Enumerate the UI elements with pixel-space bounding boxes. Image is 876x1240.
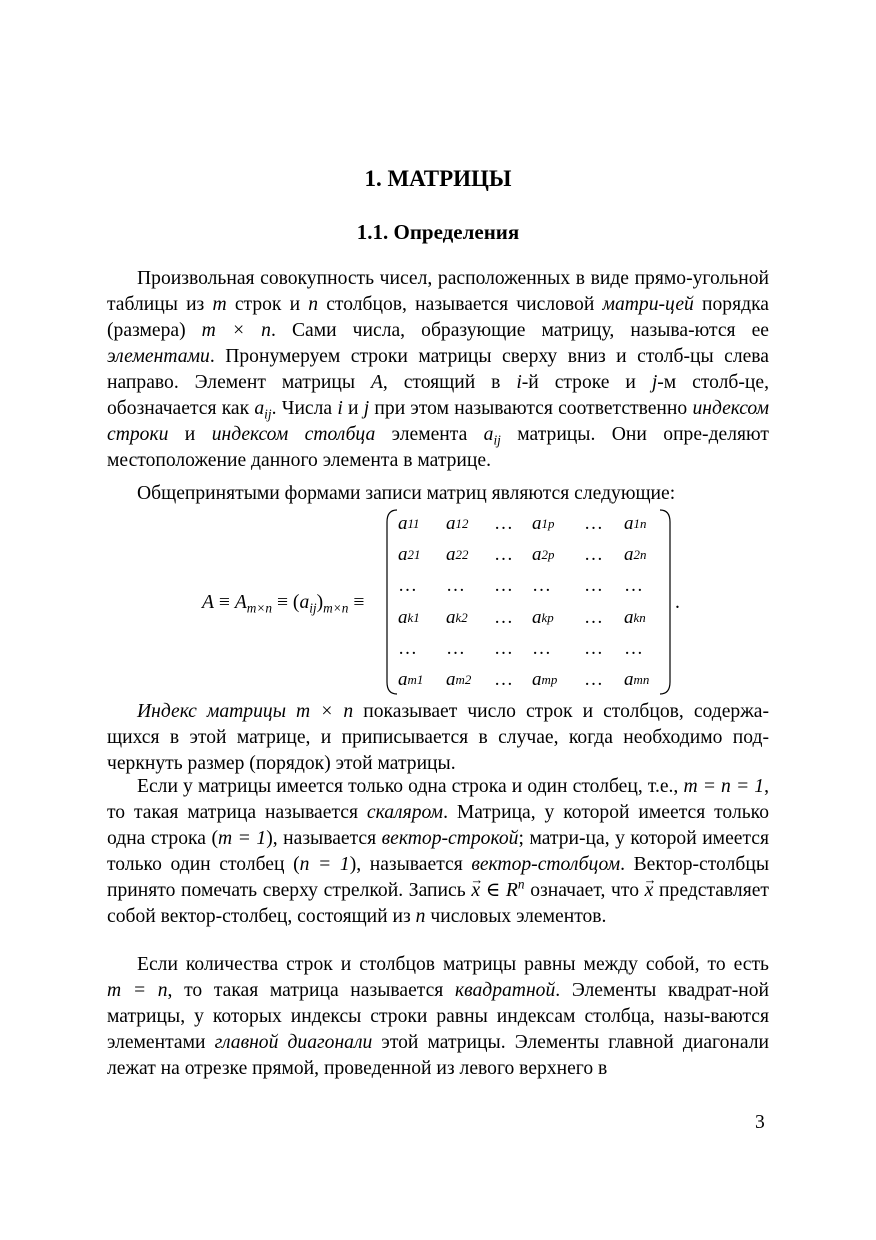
matrix-cell: … — [446, 575, 466, 597]
text: числовых элементов. — [425, 906, 607, 927]
var-i: i — [516, 372, 522, 393]
formula: m = n — [107, 980, 168, 1001]
matrix-cell: a 2p — [532, 543, 555, 565]
subscript: ij — [493, 432, 501, 448]
var-i: i — [337, 398, 343, 419]
paragraph-definition — [107, 266, 769, 474]
matrix-cell: … — [584, 512, 604, 534]
text: , то такая матрица называется — [107, 776, 769, 823]
page-number: 3 — [755, 1112, 765, 1133]
matrix-cell: a k2 — [446, 606, 468, 628]
text: . Элементы квадрат-ной матрицы, у которых индексы строки равны индексам столбца, назы-ваются элементами — [107, 980, 769, 1053]
matrix-cell: a m1 — [398, 669, 424, 691]
var-a: a — [254, 398, 265, 419]
text: элемента — [375, 424, 484, 445]
matrix-cell: … — [584, 669, 604, 691]
matrix-grid — [398, 508, 659, 696]
text: означает, что — [524, 880, 645, 901]
var-A: A — [202, 592, 214, 613]
matrix-cell: … — [446, 637, 466, 659]
matrix-cell: … — [584, 606, 604, 628]
in-sign: ∈ — [480, 880, 506, 901]
matrix-cell: a 12 — [446, 512, 469, 534]
formula-size: m × n — [296, 701, 354, 722]
matrix-cell: a 1p — [532, 512, 555, 534]
matrix-cell: a mp — [532, 669, 558, 691]
text: ), называется — [349, 854, 472, 875]
formula-size: m × n — [201, 320, 271, 341]
term-main-diagonal: главной диагонали — [214, 1032, 373, 1053]
matrix — [386, 508, 671, 696]
var-j: j — [363, 398, 370, 419]
term-row-vector: вектор-строкой — [381, 828, 519, 849]
matrix-cell: … — [494, 606, 514, 628]
var-A: A — [370, 372, 383, 393]
text: , стоящий в — [382, 372, 517, 393]
matrix-cell: a kn — [624, 606, 646, 628]
text: -м столб-це, обозначается как — [107, 372, 770, 419]
text: строк и — [226, 294, 309, 315]
matrix-cell: a 11 — [398, 512, 420, 534]
formula-aij — [254, 398, 272, 422]
var-n: n — [308, 294, 319, 315]
formula: n = 1 — [299, 854, 350, 875]
matrix-cell: … — [532, 637, 552, 659]
equiv-sign: ≡ — [348, 592, 365, 613]
text: показывает число строк и столбцов, содержа-щихся в этой матрице, и приписывается в случае, когда необходимо под-черкнуть размер (порядок) этой матрицы. — [107, 701, 769, 774]
var-A: A — [234, 592, 247, 613]
right-paren — [660, 510, 670, 694]
matrix-cell: … — [398, 575, 418, 597]
matrix-cell: a m2 — [446, 669, 472, 691]
left-paren — [387, 510, 397, 694]
text: и — [168, 424, 212, 445]
matrix-cell: a 21 — [398, 543, 421, 565]
matrix-cell: … — [584, 637, 604, 659]
text: Произвольная совокупность чисел, расположенных в виде прямо-угольной таблицы из — [107, 268, 769, 315]
text: ), называется — [266, 828, 382, 849]
section-title: 1.1. Определения — [356, 220, 520, 244]
matrix-cell: a 1n — [624, 512, 647, 534]
vector-x: → x — [645, 878, 654, 904]
var-n: n — [415, 906, 426, 927]
text: представляет собой вектор-столбец, состоящий из — [107, 880, 769, 927]
text: при этом называются соответственно — [369, 398, 693, 419]
matrix-cell: a k1 — [398, 606, 420, 628]
matrix-cell: … — [624, 637, 644, 659]
paren: ) — [316, 592, 324, 613]
matrix-cell: a 22 — [446, 543, 469, 565]
matrix-cell: a 2n — [624, 543, 647, 565]
term-row-index: индексом строки — [107, 398, 769, 445]
formula-x-in-rn — [471, 876, 525, 901]
matrix-cell: … — [398, 637, 418, 659]
term-col-vector: вектор-столбцом — [471, 854, 621, 875]
subscript: m×n — [323, 600, 349, 616]
term-matrix: матри-цей — [602, 294, 694, 315]
text: . Числа — [271, 398, 338, 419]
superscript: n — [517, 876, 525, 892]
matrix-cell: … — [494, 637, 514, 659]
text: ; матри-ца, у которой имеется только один столбец ( — [107, 828, 769, 875]
term-square: квадратной — [454, 980, 556, 1001]
text: , то такая матрица называется — [167, 980, 455, 1001]
text: . Вектор-столбцы принято помечать сверху стрелкой. Запись — [107, 854, 769, 901]
equiv-sign: ≡ ( — [272, 592, 300, 613]
matrix-cell: … — [494, 669, 514, 691]
chapter-title: 1. МАТРИЦЫ — [364, 166, 512, 191]
text: -й строке и — [521, 372, 652, 393]
text: Если у матрицы имеется только одна строка и один столбец, т.е., — [137, 776, 684, 797]
matrix-cell: … — [584, 543, 604, 565]
matrix-cell: a mn — [624, 669, 650, 691]
paragraph-index — [107, 699, 769, 777]
text: порядка (размера) — [107, 294, 769, 341]
text: . Пронумеруем строки матрицы сверху вниз и столб-цы слева направо. Элемент матрицы — [107, 346, 769, 393]
text: Общепринятыми формами записи матриц являются следующие: — [137, 483, 676, 504]
matrix-lhs — [202, 590, 364, 616]
term-index: Индекс матрицы — [137, 701, 286, 722]
equation-period: . — [675, 592, 680, 613]
text: . Сами числа, образующие матрицу, называ-ются ее — [270, 320, 769, 341]
var-m: m — [212, 294, 227, 315]
var-R: R — [505, 880, 518, 901]
term-col-index: индексом столбца — [211, 424, 376, 445]
subscript: ij — [264, 406, 272, 422]
var-a: a — [299, 592, 310, 613]
var-j: j — [651, 372, 658, 393]
text: столбцов, называется числовой — [318, 294, 603, 315]
vector-x: → x — [471, 878, 480, 904]
paragraph-square — [107, 952, 769, 1082]
paragraph-vectors — [107, 774, 769, 930]
formula: m = n = 1 — [683, 776, 765, 797]
text: Если количества строк и столбцов матрицы равны между собой, то есть — [137, 954, 769, 975]
paragraph-forms — [107, 481, 769, 507]
term-scalar: скаляром — [366, 802, 444, 823]
subscript: ij — [309, 600, 317, 616]
equiv-sign: ≡ — [213, 592, 235, 613]
subscript: m×n — [246, 600, 273, 616]
matrix-cell: … — [624, 575, 644, 597]
text: . Матрица, у которой имеется только одна строка ( — [107, 802, 769, 849]
matrix-cell: … — [494, 543, 514, 565]
formula: m = 1 — [217, 828, 267, 849]
text: матрицы. Они опре-деляют местоположение данного элемента в матрице. — [107, 424, 769, 471]
matrix-cell: … — [494, 512, 514, 534]
term-elements: элементами — [107, 346, 210, 367]
text: этой матрицы. Элементы главной диагонали лежат на отрезке прямой, проведенной из левого верхнего в — [107, 1032, 770, 1079]
formula-aij — [483, 424, 501, 448]
var-a: a — [483, 424, 494, 445]
matrix-cell: … — [494, 575, 514, 597]
matrix-cell: … — [532, 575, 552, 597]
matrix-cell: a kp — [532, 606, 554, 628]
matrix-cell: … — [584, 575, 604, 597]
text: и — [342, 398, 364, 419]
